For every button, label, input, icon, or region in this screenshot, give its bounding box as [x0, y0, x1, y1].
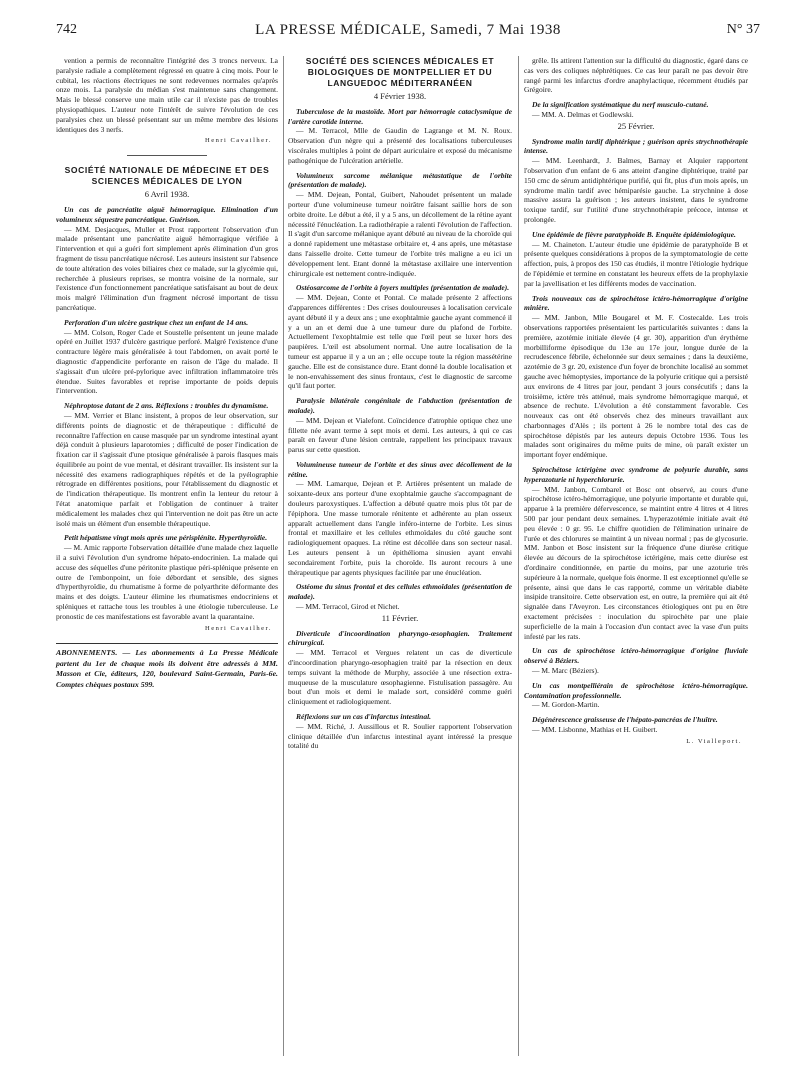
journal-title: LA PRESSE MÉDICALE, Samedi, 7 Mai 1938	[255, 22, 561, 38]
article-body: — M. Chaineton. L'auteur étudie une épidémie de paratyphoïde B et présente quelques considérations à propos de la symptomatologie de cette affection, puis, à propos des 150 cas étudiés, il montre l'étiologie hydrique de l'épidémie et termine en constatant les heureux effets de la prophylaxie par la javellisation et les différents modes de vaccination.	[524, 239, 748, 288]
article-title: Un cas de pancréatite aiguë hémorragique. Elimination d'un volumineux séquestre pancréatique. Guérison.	[56, 204, 278, 224]
article-body: — MM. Lamarque, Dejean et P. Artières présentent un malade de soixante-deux ans porteur d'une exophtalmie gauche s'accompagnant de douleurs paroxystiques. L'affection a débuté quatre mois plus tôt par de l'épiphora. Une masse tumorale rénitente et adhérente au plan osseux apparaît actuellement dans l'angle inféro-interne de l'orbite. Les sinus frontal et maxillaire et les cellules ethmoïdales du côté gauche sont radiologiquement opaques. La rétine est décollée dans son secteur nasal. Les auteurs pensent à un épithélioma sinusien ayant envahi secondairement l'orbite, puis la choroïde. Ils auront recours à une thérapeutique par agents physiques facilitée par une énucléation.	[288, 479, 512, 577]
article-body: — MM. Lisbonne, Mathias et H. Guibert.	[532, 725, 658, 734]
article-title: Ostéome du sinus frontal et des cellules ethmoïdales (présentation de malade).	[288, 582, 512, 602]
article-title: Volumineux sarcome mélanique métastatique de l'orbite (présentation de malade).	[288, 170, 512, 190]
article-body: — M. Marc (Béziers).	[532, 666, 599, 676]
article-title: Paralysie bilatérale congénitale de l'abduction (présentation de malade).	[288, 396, 512, 415]
article-title: Trois nouveaux cas de spirochétose ictéro-hémorragique d'origine minière.	[524, 293, 748, 313]
article-title: Perforation d'un ulcère gastrique chez un enfant de 14 ans.	[64, 317, 249, 327]
separator	[127, 155, 207, 156]
article-title: Néphroptose datant de 2 ans. Réflexions : troubles du dynamisme.	[64, 401, 269, 411]
article-body: — M. Terracol, Mlle de Gaudin de Lagrange et M. N. Roux. Observation d'un nègre qui a présenté des localisations tuberculeuses viscérales multiples à point de départ auriculaire et exposé du mécanisme pathogénique de l'ulcération artérielle.	[288, 126, 512, 165]
article-title: Dégénérescence graisseuse de l'hépato-pancréas de l'huître.	[532, 715, 718, 725]
article-title: Spirochétose ictérigène avec syndrome de polyurie durable, sans hyperazoturie ni hyperchlorurie.	[524, 465, 748, 484]
article-body: — MM. Dejean, Conte et Pontal. Ce malade présente 2 affections d'apparences différentes : Des crises douloureuses à localisation cervicale ayant débuté il y a deux ans ; une exophtalmie gauche ayant commencé il y a un an et demi due à une tumeur dure du plafond de l'orbite. Actuellement l'exophtalmie est telle que l'œil peut se luxer hors des paupières. L'œil est absolument normal. Une autre localisation de la tumeur est apparue il y a un an ; elle occupe toute la région massétérine gauche. Elle est de consistance dure. Etant donné la double localisation et le non-envahissement des sinus frontaux, c'est le diagnostic de sarcome qu'il faut porter.	[288, 293, 512, 391]
article-body: — M. Amic rapporte l'observation détaillée d'une malade chez laquelle il a suivi l'évolution d'un syndrome hépato-endocrinien. La malade qui accuse des séquelles d'une péritonite plastique péri-splénique présente en outre de l'embonpoint, un foie débordant et sensible, des signes d'hyperthyroïdie, du rhumatisme à forme de polyarthrite déformante des mains et des doigts. L'auteur élimine les rhumatismes endocriniens et spléniques et rattache tous les troubles à une étiologie tuberculeuse. Le pronostic de ces manifestations est favorable avant la quarantaine.	[56, 543, 278, 621]
society-heading: SOCIÉTÉ DES SCIENCES MÉDICALES ET BIOLOGIQUES DE MONTPELLIER ET DU LANGUEDOC MÉDITERRANÉEN	[305, 56, 495, 88]
subscriptions-text: ABONNEMENTS. — Les abonnements à La Presse Médicale partent du 1er de chaque mois ils doivent être adressés à MM. Masson et Cie, éditeurs, 120, boulevard Saint-Germain, Paris-6e. Comptes chèques postaux 599.	[56, 648, 278, 689]
article-body: — MM. Dejean, Pontal, Guibert, Nahoudet présentent un malade porteur d'une volumineuse tumeur noirâtre faisant saillie hors de son orbite droite. Le début a été, il y a 5 ans, un décollement de la rétine ayant nécessité l'énucléation. La radiothérapie a ralenti l'évolution de l'affection. Il s'agit d'un sarcome mélanique ayant débuté au niveau de la choroïde qui a donné rapidement une métastase orbitaire et, 4 ans après, une métastase dans l'aisselle droite. Cette tumeur de l'orbite très maligne a eu ici un développement lent. Etant donné la métastase axillaire une intervention chirurgicale est nettement contre-indiquée.	[288, 190, 512, 278]
article-body: — MM. Desjacques, Muller et Prost rapportent l'observation d'un malade présentant une pancréatite aiguë hémorragique vérifiée à l'intervention et qui a guéri fort simplement après élimination d'un gros fragment de tissu pancréatique nécrosé. Les auteurs insistent sur l'absence de toute altération des voies biliaires chez ce malade, sur la glycémie qui, recherchée à plusieurs reprises, se montra voisine de la normale, sur l'existence d'un fonctionnement pancréatique satisfaisant au bout de deux mois malgré l'élimination d'un fragment nécrosé important de tissu pancréatique.	[56, 224, 278, 312]
column-right	[524, 56, 748, 747]
article-title: Diverticule d'incoordination pharyngo-œsophagien. Traitement chirurgical.	[288, 628, 512, 648]
page-number: 742	[56, 22, 77, 37]
column-divider	[518, 56, 519, 1056]
article-title: Un cas de spirochétose ictéro-hémorragique d'origine fluviale observé à Béziers.	[524, 646, 748, 666]
article-body: — MM. Colson, Roger Cade et Soustelle présentent un jeune malade opéré en Juillet 1937 d'ulcère gastrique perforé. Malgré l'existence d'une contracture légère mais généralisée à tout l'abdomen, on avait porté le diagnostic d'appendicite perforante en raison de l'âge du malade. Il s'agissait d'un ulcère pré-pylorique avec infiltration inflammatoire très étendue. Suites favorables et reprise importante de poids depuis l'intervention.	[56, 327, 278, 396]
signature: L. Vialleport.	[686, 737, 742, 745]
article-body: — MM. Janbon, Mlle Bougarel et M. F. Costecalde. Les trois observations rapportées présentaient les particularités suivantes : dans la première, azotémie initiale élevée (4 gr. 30), apparition d'un érythème morbilliforme épisodique du 13e au 17e jour, longue durée de la recrudescence fébrile, échelonnée sur deux semaines ; dans la deuxième, azotémie de 3 gr. 20, existence d'un foyer de bronchite localisé au sommet gauche avec hémoptysies, importance de la polyurie critique qui a persisté aux environs de 4 litres par jour, pendant 3 jours consécutifs ; dans la troisième, ictère très atténué, mais syndrome hémorragique marqué, et absence de rechute. L'évolution a été constamment favorable. Ces nouveaux cas ont été observés chez des mineurs travaillant aux charbonnages d'Alès ; ils portent à 26 le nombre total des cas de spirochétose dépistés par les auteurs depuis Octobre 1936. Tous les malades sont originaires du même puits de mine, où paraît exister un important foyer endémique.	[524, 313, 748, 460]
session-date: 4 Février 1938.	[373, 91, 427, 101]
article-title: Réflexions sur un cas d'infarctus intestinal.	[296, 712, 432, 722]
article-title: De la signification systématique du nerf musculo-cutané.	[532, 100, 709, 110]
signature: Henri Cavailher.	[205, 137, 272, 145]
column-middle	[288, 56, 512, 751]
issue-number: N° 37	[726, 22, 760, 37]
article-body: — MM. A. Delmas et Godlewski.	[532, 109, 634, 119]
article-body: — MM. Leenhardt, J. Balmes, Barnay et Alquier rapportent l'observation d'un enfant de 6 ans atteint d'angine diphtérique, traité par 150 cmc de sérum antidiphtérique purifié, qui fit, plus d'un mois après, un syndrome malin tardif avec hémiparésie gauche. La strychnine à dose massive assura la guérison ; les auteurs insistent, dans le syndrome toxique tardif, sur l'utilité d'une strychnothérapie précoce, intense et prolongée.	[524, 156, 748, 224]
article-body: — M. Gordon-Martin.	[532, 700, 600, 710]
article-title: Tuberculose de la mastoïde. Mort par hémorragie cataclysmique de l'artère carotide interne.	[288, 106, 512, 126]
continued-paragraph: grêle. Ils attirent l'attention sur la difficulté du diagnostic, égaré dans ce cas vers des coliques néphrétiques. Ce cas leur paraît ne pas devoir être rangé parmi les infarctus d'ordre anaphylactique, récemment étudiés par Grégoire.	[524, 56, 748, 95]
article-title: Petit hépatisme vingt mois après une périsplénite. Hyperthyroïdie.	[64, 533, 268, 543]
subscriptions-box	[56, 643, 278, 690]
article-body: — MM. Janbon, Combarel et Bosc ont observé, au cours d'une spirochétose ictéro-hémorragique, une polyurie importante et durable qui, apparue à la première défervescence, se maintint entre 4 litres et 4 litres 500 par jour pendant deux semaines. L'hyperazotémie initiale avait été peu élevée : 0 gr. 95. Le chiffre quotidien de l'élimination urinaire de l'urée et des chlorures se maintint à un niveau normal ; pas de glycosurie. MM. Janbon et Bosc insistent sur la fréquence d'une diurèse critique élevée au décours de la spirochétose ictérigène, mais cette diurèse est d'ordinaire conditionnée, en partie du moins, par une azoturie très supérieure à la normale, quelque fois énorme. Il est exceptionnel qu'elle se présente, ainsi que dans le cas rapporté, comme un véritable diabète insipide transitoire. Cette observation est, en outre, la première qui ait été signalée dans l'Aveyron. Les circonstances étiologiques ont pu en être exactement précisées : inoculation du spirochète par une plaie superficielle de la main à l'occasion d'un contact avec la vase d'un puits infesté par les rats.	[524, 484, 748, 641]
article-body: — MM. Terracol et Vergues relatent un cas de diverticule d'incoordination pharyngo-œsophagien traité par la résection en deux temps suivant la méthode de Murphy, associée à une résection extra-muqueuse de la musculature œsophagienne. Fistulisation passagère. Au bout d'un mois et demi le malade sort, considéré comme guéri cliniquement et radiologiquement.	[288, 648, 512, 707]
article-body: — MM. Verrier et Blanc insistent, à propos de leur observation, sur différents points de diagnostic et de thérapeutique : difficulté de reconnaître l'affection en cause masquée par un syndrome intestinal ayant déjà conduit à plusieurs laparotomies ; difficulté de poser l'indication de fixation car il s'agissait d'une ptosique généralisée à parois flasques mais équilibrée au point de vue mental, et désirant travailler. Ils insistent sur la nécessité des examens radiographiques répétés et de la pyélographie rétrograde en différentes positions, pour l'établissement du diagnostic et de l'indication thérapeutique. Ils montrent enfin la lenteur du retour à l'état anatomique parfait et l'obligation de continuer à traiter médicalement les malades chez qui l'intervention ne doit pas être un acte isolé mais un élément d'un ensemble thérapeutique.	[56, 410, 278, 528]
column-divider	[283, 56, 284, 1056]
article-title: Une épidémie de fièvre paratyphoïde B. Enquête épidémiologique.	[532, 229, 736, 239]
society-heading: SOCIÉTÉ NATIONALE DE MÉDECINE ET DES SCIENCES MÉDICALES DE LYON	[64, 165, 270, 187]
intro-paragraph: vention a permis de reconnaître l'intégrité des 3 troncs nerveux. La paralysie radiale a complètement régressé en quatre à cinq mois. Pour le cubital, les réactions électriques ne sont redevenues normales qu'après onze mois. La paralysie du médian s'est maintenue sans changement. Mais le blessé conserve une main utile car il n'existe pas de troubles physiopathiques. L'auteur note l'intérêt de suivre l'évolution de ces paralysies chez un blessé présentant sur un même membre des lésions identiques des 3 nerfs.	[56, 56, 278, 134]
session-date: 25 Février.	[617, 120, 655, 131]
session-date: 6 Avril 1938.	[144, 189, 190, 200]
article-title: Un cas montpelliérain de spirochétose ictéro-hémorragique. Contamination professionnelle.	[524, 680, 748, 700]
article-body: — MM. Terracol, Girod et Nichet.	[296, 602, 400, 612]
session-date: 11 Février.	[381, 612, 419, 623]
article-body: — MM. Dejean et Vialefont. Coïncidence d'atrophie optique chez une fillette née avant terme à sept mois et demi. Les auteurs, à qui ce cas paraît en faveur d'une lésion centrale, rappellent les principaux travaux parus sur cette question.	[288, 415, 512, 455]
article-title: Syndrome malin tardif diphtérique ; guérison après strychnothérapie intense.	[524, 136, 748, 156]
column-left	[56, 56, 278, 690]
article-title: Ostéosarcome de l'orbite à foyers multiples (présentation de malade).	[296, 283, 510, 293]
signature: Henri Cavailher.	[205, 624, 272, 632]
page-header	[56, 22, 760, 42]
article-body: — MM. Riché, J. Aussillous et R. Soulier rapportent l'observation clinique détaillée d'un infarctus intestinal ayant intéressé la presque totalité du	[288, 721, 512, 751]
article-title: Volumineuse tumeur de l'orbite et des sinus avec décollement de la rétine.	[288, 459, 512, 479]
